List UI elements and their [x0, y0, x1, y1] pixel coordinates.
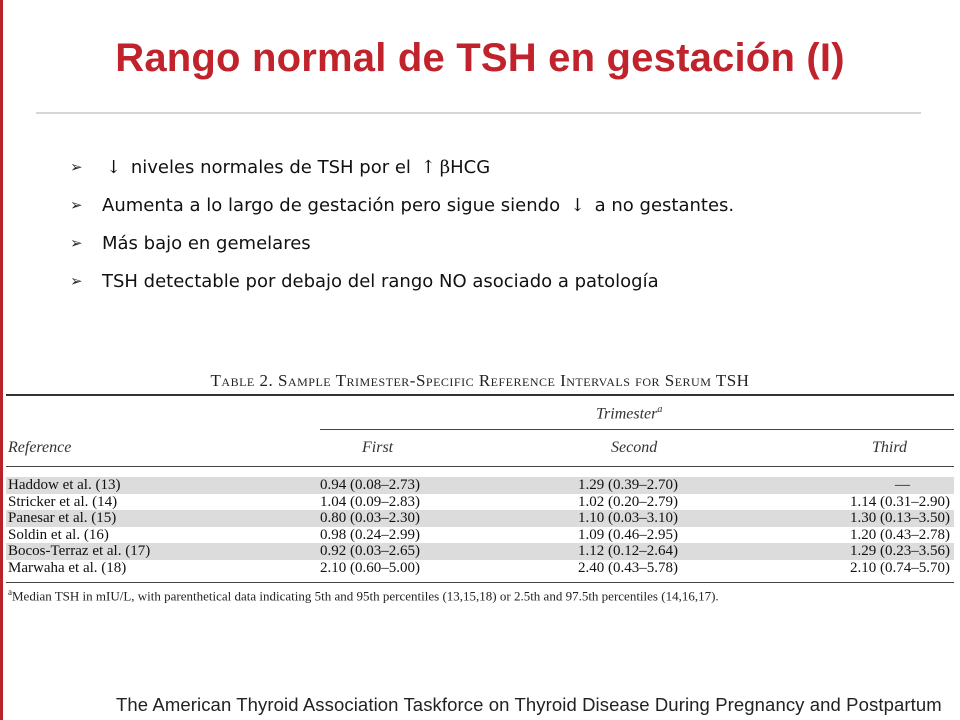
trimester-header-label: Trimester — [596, 405, 658, 423]
footnote-mark: a — [8, 587, 12, 597]
bullet-item — [70, 150, 734, 184]
cell-reference: Soldin et al. (16) — [8, 526, 109, 543]
reference-table — [6, 368, 954, 604]
column-header-reference: Reference — [8, 439, 72, 456]
title-divider — [36, 112, 921, 114]
bullet-item — [70, 264, 734, 298]
footnote-text: Median TSH in mIU/L, with parenthetical data indicating 5th and 95th percentiles (13,15,18) or 2.5th and 97.5th percentiles (14,16,17). — [12, 588, 719, 604]
down-arrow-icon: ↓ — [569, 194, 585, 216]
arrow-right-icon: ➢ — [70, 158, 83, 176]
cell-reference: Marwaha et al. (18) — [8, 559, 127, 576]
bullet-list — [70, 150, 734, 302]
table-header-rule — [6, 466, 954, 467]
slide-title: Rango normal de TSH en gestación (I) — [115, 36, 845, 80]
table-column-headers — [6, 430, 954, 466]
cell-reference: Bocos-Terraz et al. (17) — [8, 543, 151, 559]
table-row — [6, 494, 954, 511]
table-group-header — [6, 396, 954, 430]
cell-first: 1.04 (0.09–2.83) — [320, 493, 420, 510]
bullet-text: a no gestantes. — [588, 194, 735, 216]
arrow-right-icon: ➢ — [70, 196, 83, 214]
column-header-second: Second — [611, 439, 658, 456]
cell-third: 2.10 (0.74–5.70) — [850, 559, 950, 576]
table-caption: Table 2. Sample Trimester-Specific Reference Intervals for Serum TSH — [210, 371, 750, 390]
cell-first: 0.94 (0.08–2.73) — [320, 477, 420, 493]
cell-first: 0.98 (0.24–2.99) — [320, 526, 420, 543]
cell-third: 1.29 (0.23–3.56) — [850, 543, 950, 559]
bullet-item — [70, 188, 734, 222]
table-row — [6, 560, 954, 577]
bullet-text-post: HCG — [450, 156, 491, 178]
cell-first: 0.80 (0.03–2.30) — [320, 510, 420, 526]
cell-second: 1.29 (0.39–2.70) — [578, 477, 678, 493]
cell-third: — — [895, 477, 910, 493]
table-body — [6, 477, 954, 576]
table-row — [6, 510, 954, 527]
trimester-header — [596, 404, 662, 423]
slide-accent-bar — [0, 0, 3, 720]
trimester-header-footnote-mark: a — [657, 404, 663, 415]
cell-first: 2.10 (0.60–5.00) — [320, 559, 420, 576]
table-bottom-rule — [6, 582, 954, 583]
table-footnote — [6, 587, 954, 604]
cell-first: 0.92 (0.03–2.65) — [320, 543, 420, 559]
source-citation: The American Thyroid Association Taskforce on Thyroid Disease During Pregnancy and Postpartum — [116, 694, 942, 715]
cell-third: 1.30 (0.13–3.50) — [850, 510, 950, 526]
cell-second: 1.10 (0.03–3.10) — [578, 510, 678, 526]
bullet-text-pre: Aumenta a lo largo de gestación pero sigue siendo — [102, 194, 566, 216]
column-header-third: Third — [872, 439, 907, 456]
cell-third: 1.14 (0.31–2.90) — [850, 493, 950, 510]
bullet-text: niveles normales de TSH por el — [125, 156, 417, 178]
table-row — [6, 477, 954, 494]
up-arrow-icon: ↑ — [420, 156, 436, 178]
bullet-item — [70, 226, 734, 260]
cell-second: 1.09 (0.46–2.95) — [578, 526, 678, 543]
cell-reference: Haddow et al. (13) — [8, 477, 121, 493]
bullet-text-pre: Más bajo en gemelares — [102, 232, 311, 254]
cell-third: 1.20 (0.43–2.78) — [850, 526, 950, 543]
column-header-first: First — [362, 439, 394, 456]
cell-second: 1.02 (0.20–2.79) — [578, 493, 678, 510]
arrow-right-icon: ➢ — [70, 272, 83, 290]
cell-second: 2.40 (0.43–5.78) — [578, 559, 678, 576]
arrow-right-icon: ➢ — [70, 234, 83, 252]
down-arrow-icon: ↓ — [106, 156, 122, 178]
cell-reference: Panesar et al. (15) — [8, 510, 117, 526]
cell-second: 1.12 (0.12–2.64) — [578, 543, 678, 559]
table-row — [6, 527, 954, 544]
bullet-text-pre: TSH detectable por debajo del rango NO asociado a patología — [102, 270, 659, 292]
cell-reference: Stricker et al. (14) — [8, 493, 118, 510]
beta-symbol: β — [439, 156, 451, 178]
table-row — [6, 543, 954, 560]
